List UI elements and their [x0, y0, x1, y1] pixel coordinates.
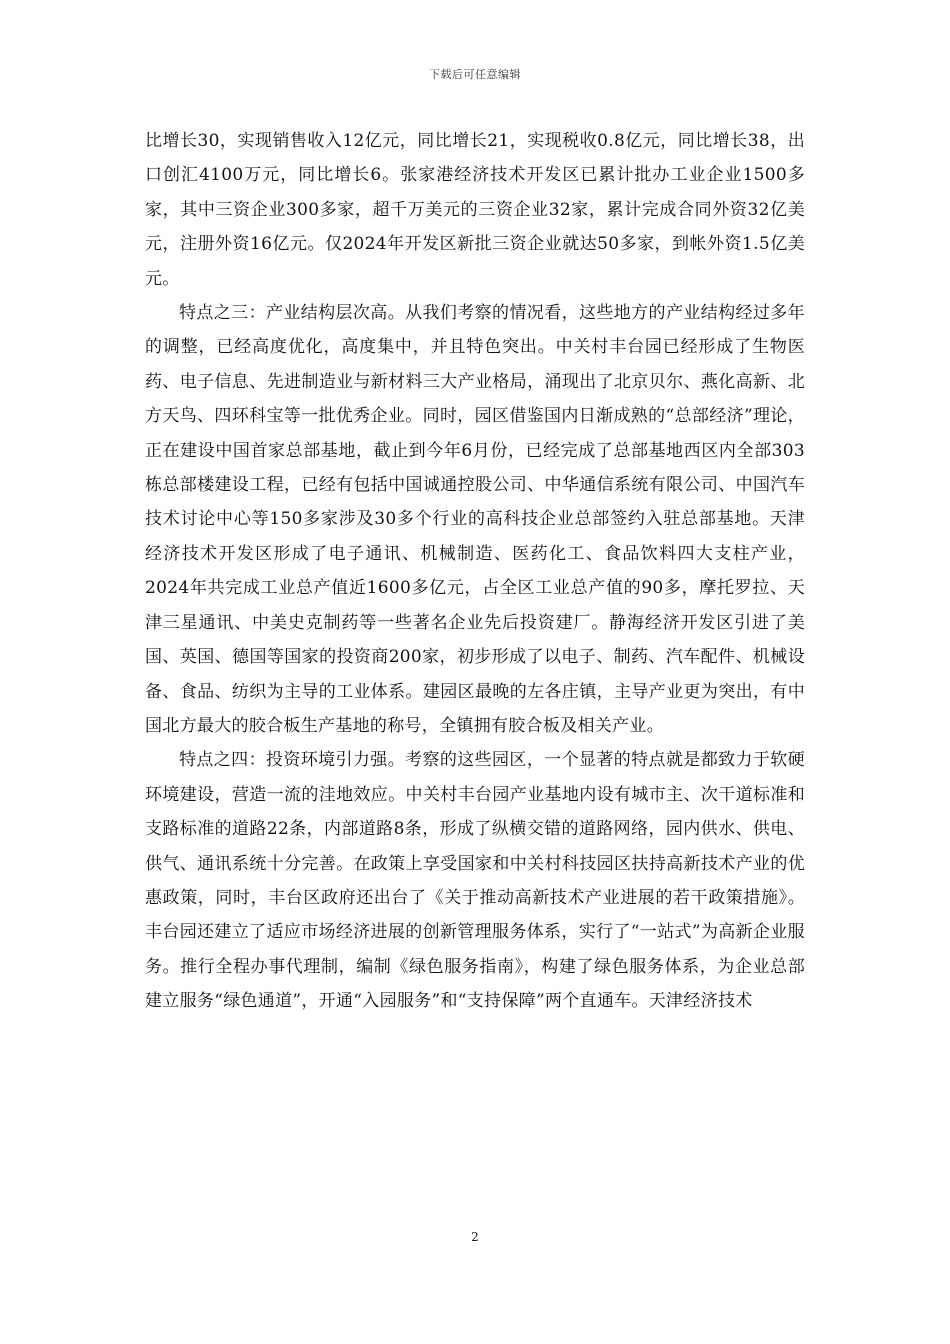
- document-body: [145, 124, 805, 1019]
- page-header: 下载后可任意编辑: [429, 68, 521, 81]
- page-number: 2: [471, 1230, 479, 1244]
- paragraph-2: 特点之三：产业结构层次高。从我们考察的情况看，这些地方的产业结构经过多年的调整，已经高度优化，高度集中，并且特色突出。中关村丰台园已经形成了生物医药、电子信息、先进制造业与新材料三大产业格局，涌现出了北京贝尔、燕化高新、北方天鸟、四环科宝等一批优秀企业。同时，园区借鉴国内日渐成熟的“总部经济”理论，正在建设中国首家总部基地，截止到今年6月份，已经完成了总部基地西区内全部303栋总部楼建设工程，已经有包括中国诚通控股公司、中华通信系统有限公司、中国汽车技术讨论中心等150多家涉及30多个行业的高科技企业总部签约入驻总部基地。天津经济技术开发区形成了电子通讯、机械制造、医药化工、食品饮料四大支柱产业，2024年共完成工业总产值近1600多亿元，占全区工业总产值的90多，摩托罗拉、天津三星通讯、中美史克制药等一些著名企业先后投资建厂。静海经济开发区引进了美国、英国、德国等国家的投资商200家，初步形成了以电子、制药、汽车配件、机械设备、食品、纺织为主导的工业体系。建园区最晚的左各庄镇，主导产业更为突出，有中国北方最大的胶合板生产基地的称号，全镇拥有胶合板及相关产业。: [145, 303, 805, 736]
- paragraph-3: 特点之四：投资环境引力强。考察的这些园区，一个显著的特点就是都致力于软硬环境建设，营造一流的洼地效应。中关村丰台园产业基地内设有城市主、次干道标准和支路标准的道路22条，内部道路8条，形成了纵横交错的道路网络，园内供水、供电、供气、通讯系统十分完善。在政策上享受国家和中关村科技园区扶持高新技术产业的优惠政策，同时，丰台区政府还出台了《关于推动高新技术产业进展的若干政策措施》。丰台园还建立了适应市场经济进展的创新管理服务体系，实行了“一站式”为高新企业服务。推行全程办事代理制，编制《绿色服务指南》，构建了绿色服务体系，为企业总部建立服务“绿色通道”，开通“入园服务”和“支持保障”两个直通车。天津经济技术: [145, 750, 805, 1012]
- paragraph-1: 比增长30，实现销售收入12亿元，同比增长21，实现税收0.8亿元，同比增长38，出口创汇4100万元，同比增长6。张家港经济技术开发区已累计批办工业企业1500多家，其中三资企业300多家，超千万美元的三资企业32家，累计完成合同外资32亿美元，注册外资16亿元。仅2024年开发区新批三资企业就达50多家，到帐外资1.5亿美元。: [145, 131, 805, 289]
